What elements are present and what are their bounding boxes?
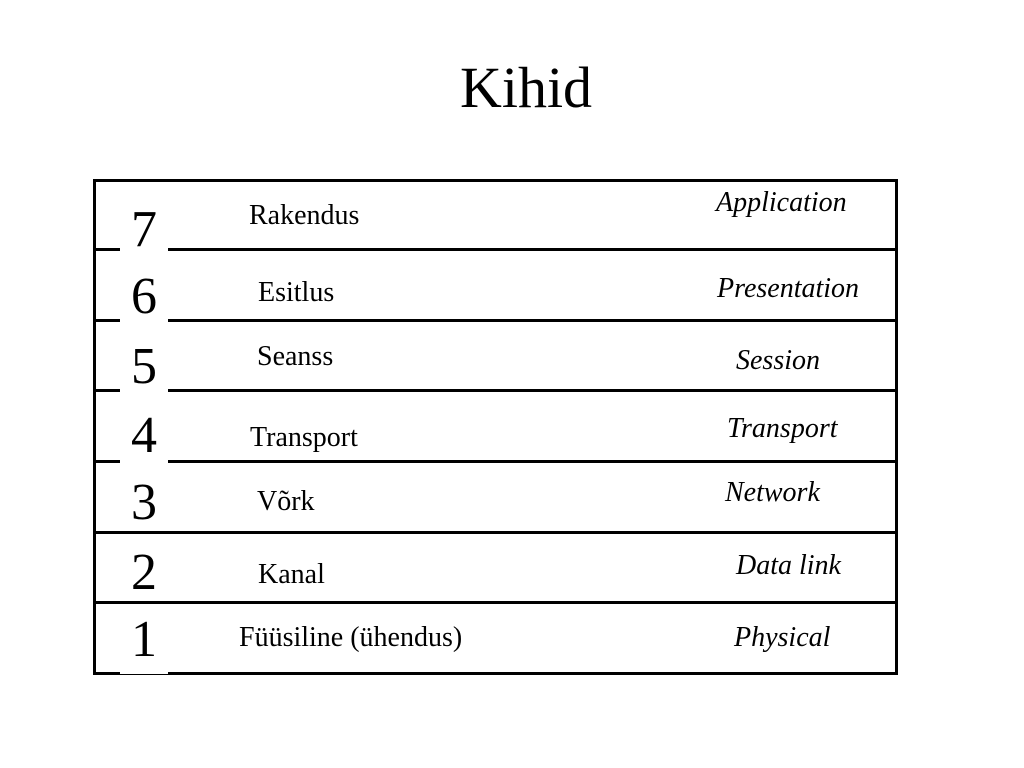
layer-number: 7 — [120, 202, 168, 258]
layer-name-en: Session — [736, 345, 820, 376]
page-title: Kihid — [459, 55, 593, 120]
layer-number: 3 — [120, 475, 168, 531]
layer-name-et: Kanal — [258, 559, 325, 590]
frame-bottom-border — [94, 672, 898, 675]
row-divider — [94, 460, 898, 463]
layer-number: 2 — [120, 545, 168, 601]
row-divider — [94, 248, 898, 251]
layer-name-et: Rakendus — [249, 200, 360, 231]
layer-name-en: Application — [716, 187, 847, 218]
row-divider — [94, 319, 898, 322]
layer-name-et: Seanss — [257, 341, 334, 372]
row-divider — [94, 601, 898, 604]
layer-name-et: Esitlus — [258, 277, 335, 308]
layer-name-en: Presentation — [717, 273, 860, 304]
row-divider — [94, 531, 898, 534]
frame-top-border — [94, 179, 898, 182]
layer-name-en: Data link — [736, 550, 841, 581]
layer-name-et: Võrk — [257, 486, 315, 517]
row-divider — [94, 389, 898, 392]
layer-name-et: Transport — [250, 422, 358, 453]
layer-number: 6 — [120, 269, 168, 325]
layer-name-et: Füüsiline (ühendus) — [239, 622, 463, 653]
layer-name-en: Transport — [727, 413, 838, 444]
layer-number: 1 — [120, 612, 168, 674]
layer-number: 4 — [120, 408, 168, 464]
layer-number: 5 — [120, 339, 168, 395]
layer-name-en: Physical — [734, 622, 831, 653]
layer-name-en: Network — [725, 477, 820, 508]
